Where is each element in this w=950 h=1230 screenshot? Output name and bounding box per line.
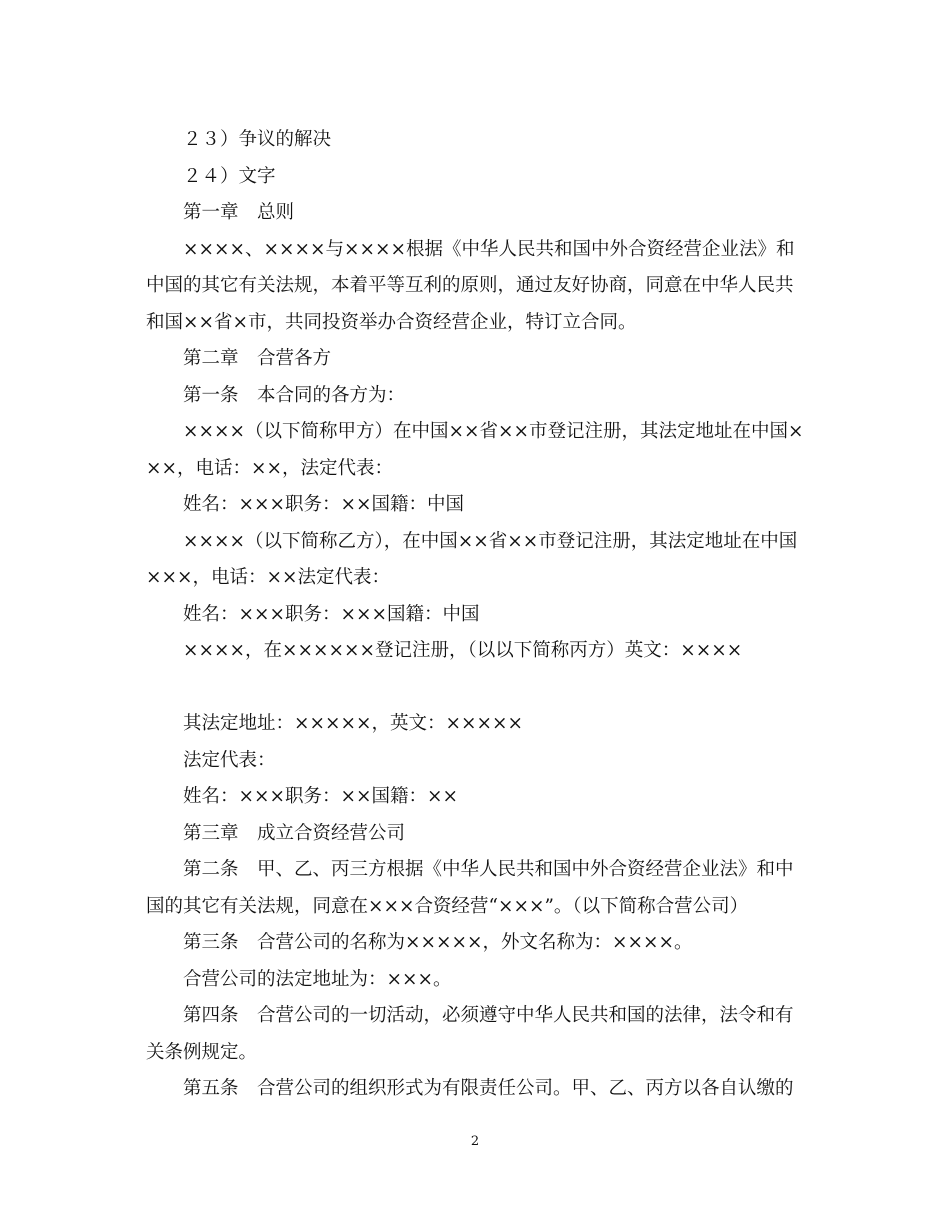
page-number: 2 <box>470 1134 480 1149</box>
chapter-1-paragraph: ××××、××××与××××根据《中华人民共和国中外合资经营企业法》和中国的其它有关法规，本着平等互利的原则，通过友好协商，同意在中华人民共和国××省×市，共同投资举办合资经营企业，特订立合同。 <box>146 238 795 333</box>
party-c-address: 其法定地址：×××××，英文：××××× <box>183 713 524 734</box>
chapter-2-heading: 第二章 合营各方 <box>183 348 332 369</box>
party-a-representative: 姓名：×××职务：××国籍：中国 <box>183 494 465 515</box>
paragraph-item-23: ２３）争议的解决 <box>183 129 332 150</box>
article-3: 第三条 合营公司的名称为×××××，外文名称为：××××。 <box>183 932 693 953</box>
article-3-address: 合营公司的法定地址为：×××。 <box>183 968 452 990</box>
article-2: 第二条 甲、乙、丙三方根据《中华人民共和国中外合资经营企业法》和中国的其它有关法规，同意在×××合资经营“×××”。（以下简称合营公司） <box>146 859 794 917</box>
party-c-paragraph: ××××，在××××××登记注册，（以以下简称丙方）英文：×××× <box>183 640 743 661</box>
article-5: 第五条 合营公司的组织形式为有限责任公司。甲、乙、丙方以各自认缴的 <box>183 1078 794 1099</box>
blank-line <box>146 670 804 707</box>
chapter-3-heading: 第三章 成立合资经营公司 <box>183 822 406 844</box>
paragraph-item-24: ２４）文字 <box>183 165 276 187</box>
chapter-1-heading: 第一章 总则 <box>183 202 295 223</box>
party-b-representative: 姓名：×××职务：×××国籍：中国 <box>183 603 480 625</box>
party-c-representative: 姓名：×××职务：××国籍：×× <box>183 786 459 807</box>
article-4: 第四条 合营公司的一切活动，必须遵守中华人民共和国的法律，法令和有关条例规定。 <box>146 1005 794 1063</box>
party-b-paragraph: ××××（以下简称乙方），在中国××省××市登记注册，其法定地址在中国×××，电话：××法定代表： <box>146 530 798 588</box>
document-body <box>146 122 804 1108</box>
article-1: 第一条 本合同的各方为： <box>183 384 406 406</box>
party-c-legal-rep-label: 法定代表： <box>183 749 276 771</box>
party-a-paragraph: ××××（以下简称甲方）在中国××省××市登记注册，其法定地址在中国×××，电话：××，法定代表： <box>146 421 804 479</box>
